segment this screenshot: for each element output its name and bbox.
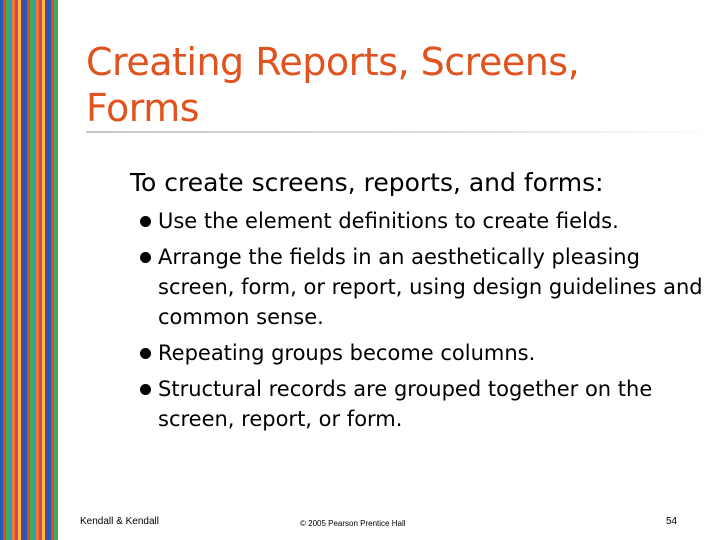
stripe	[18, 0, 21, 540]
footer-copyright: © 2005 Pearson Prentice Hall	[300, 519, 406, 528]
stripe	[0, 0, 3, 540]
stripe	[12, 0, 15, 540]
bullet-text: Arrange the fields in an aesthetically pleasing screen, form, or report, using design guidelines and common sense.	[158, 245, 703, 329]
bullet-text: Structural records are grouped together on the screen, report, or form.	[158, 377, 653, 431]
bullet-dot-icon	[140, 384, 151, 395]
intro-text: To create screens, reports, and forms:	[130, 168, 604, 197]
stripe	[30, 0, 33, 540]
stripe	[36, 0, 39, 540]
bullet-text: Use the element definitions to create fields.	[158, 209, 619, 233]
stripe	[15, 0, 18, 540]
bullet-dot-icon	[140, 348, 151, 359]
bullet-dot-icon	[140, 216, 151, 227]
bullet-list	[130, 206, 710, 434]
stripe	[24, 0, 27, 540]
bullet-item	[140, 242, 710, 332]
stripe	[33, 0, 36, 540]
stripe	[54, 0, 57, 540]
stripe	[57, 0, 58, 540]
title-divider	[86, 131, 720, 133]
page-number: 54	[666, 516, 678, 527]
stripe	[45, 0, 48, 540]
bullet-text: Repeating groups become columns.	[158, 341, 536, 365]
stripe	[51, 0, 54, 540]
bullet-item	[140, 338, 710, 368]
stripe	[48, 0, 51, 540]
stripe	[3, 0, 6, 540]
footer-author: Kendall & Kendall	[80, 516, 159, 527]
decorative-woven-stripes	[0, 0, 58, 540]
woven-stripes-graphic	[0, 0, 58, 540]
bullet-dot-icon	[140, 252, 151, 263]
stripe-group	[0, 0, 58, 540]
stripe	[21, 0, 24, 540]
bullet-item	[140, 374, 710, 434]
stripe	[39, 0, 42, 540]
stripe	[42, 0, 45, 540]
slide-body	[130, 164, 710, 440]
slide-title: Creating Reports, Screens, Forms	[86, 40, 580, 131]
stripe	[27, 0, 30, 540]
stripe	[9, 0, 12, 540]
stripe	[6, 0, 9, 540]
bullet-item	[140, 206, 710, 236]
